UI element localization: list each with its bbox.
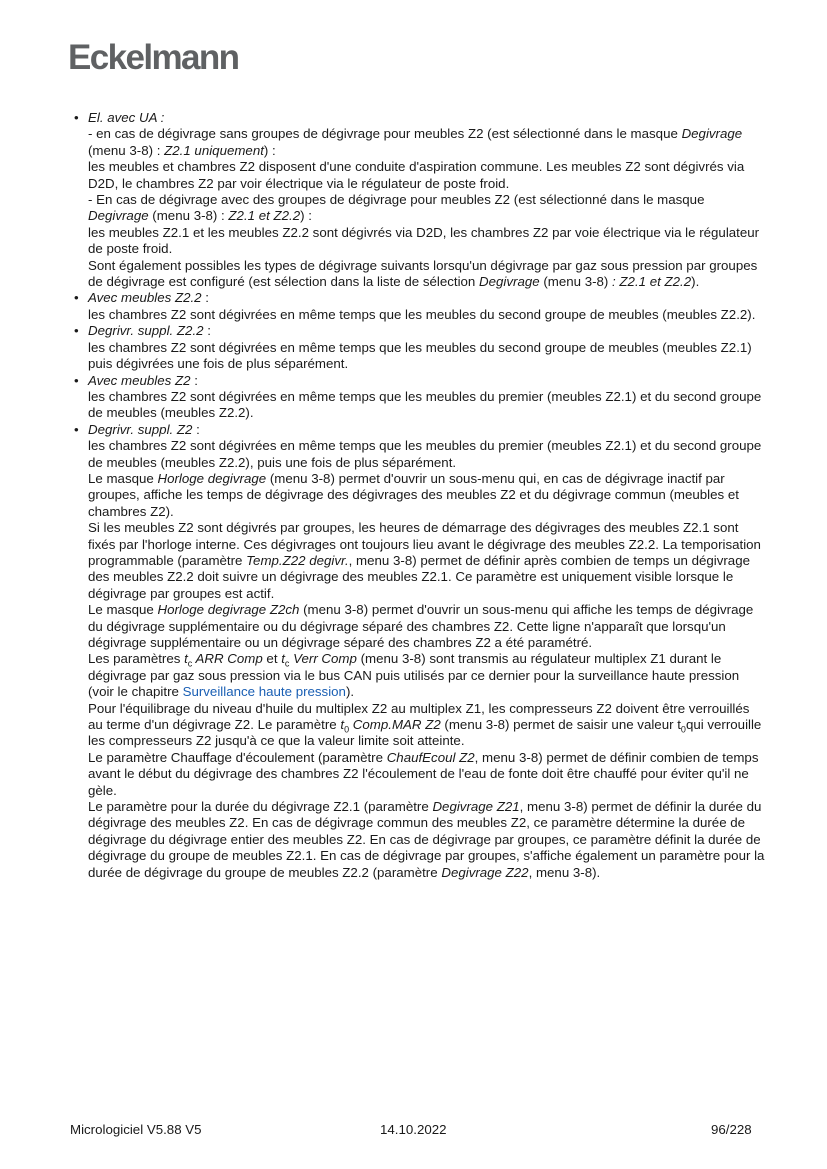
paragraph (88, 602, 766, 651)
footer-page-number: 96/228 (711, 1122, 752, 1137)
paragraph (88, 422, 766, 438)
text: Le masque (88, 470, 158, 486)
paragraph (88, 471, 766, 520)
italic-term: Degivrage (88, 208, 149, 224)
text: (menu 3-8) permet d'ouvrir un sous-menu qui affiche les temps de dégivrage du dégivrage supplémentaire ou du dégivrage séparé des chambres Z2. Cette ligne n'apparaît que lorsqu'un dégivrage supplémentaire ou un dégivrage séparé des chambres Z2 a été paramétré. (88, 602, 754, 650)
paragraph (88, 520, 766, 602)
text: ) : (300, 208, 312, 224)
paragraph (88, 389, 766, 422)
paragraph (88, 651, 766, 700)
text: - en cas de dégivrage sans groupes de dégivrage pour meubles Z2 (est sélectionné dans le masque (88, 126, 682, 142)
bullet-icon: • (74, 372, 79, 388)
italic-term: Degivrage Z21 (432, 799, 520, 815)
bullet-item (66, 323, 766, 372)
text: et (262, 651, 282, 667)
document-body (66, 110, 766, 881)
text: Le paramètre Chauffage d'écoulement (paramètre (88, 749, 387, 765)
text: (menu 3-8) (539, 274, 613, 290)
text: : (203, 323, 211, 339)
paragraph (88, 701, 766, 750)
text: : (192, 421, 200, 437)
text: les chambres Z2 sont dégivrées en même temps que les meubles du second groupe de meubles (meubles Z2.1) puis dégivrées une fois de plus séparément. (88, 339, 752, 372)
italic-term: Z2.1 et Z2.2 (228, 208, 301, 224)
paragraph (88, 750, 766, 799)
text: , menu 3-8). (528, 864, 601, 880)
paragraph (88, 373, 766, 389)
text: Sont également possibles les types de dégivrage suivants lorsqu'un dégivrage par gaz sous pression par groupes de dégivrage est configuré (est sélection dans la liste de sélection (88, 257, 758, 290)
subscript: 0 (680, 724, 686, 735)
italic-term: ARR Comp (192, 651, 263, 667)
paragraph (88, 290, 766, 306)
text: les chambres Z2 sont dégivrées en même temps que les meubles du premier (meubles Z2.1) et du second groupe de meubles (meubles Z2.2). (88, 388, 762, 421)
text: - En cas de dégivrage avec des groupes de dégivrage pour meubles Z2 (est sélectionné dans le masque (88, 192, 705, 208)
bullet-icon: • (74, 290, 79, 306)
text: (menu 3-8) permet de saisir une valeur t (440, 717, 681, 733)
italic-term: Degrivr. suppl. Z2 (88, 421, 193, 437)
italic-term: Avec meubles Z2.2 (88, 290, 202, 306)
text: Le paramètre pour la durée du dégivrage Z2.1 (paramètre (88, 799, 433, 815)
paragraph (88, 159, 766, 192)
subscript: c (284, 659, 290, 670)
paragraph (88, 438, 766, 471)
text: ). (345, 684, 355, 700)
italic-term: Z2.1 uniquement (164, 142, 264, 158)
italic-term: t (340, 717, 345, 733)
paragraph (88, 799, 766, 881)
italic-term: ChaufEcoul Z2 (386, 749, 475, 765)
italic-term: Degrivr. suppl. Z2.2 (88, 323, 204, 339)
chapter-link[interactable]: Surveillance haute pression (182, 684, 346, 700)
italic-term: Avec meubles Z2 (88, 372, 191, 388)
bullet-icon: • (74, 421, 79, 437)
bullet-icon: • (74, 110, 79, 125)
text: Pour l'équilibrage du niveau d'huile du multiplex Z2 au multiplex Z1, les compresseurs Z2 doivent être verrouillés au terme d'un dégivrage Z2. Le paramètre (88, 700, 750, 733)
text: les chambres Z2 sont dégivrées en même temps que les meubles du premier (meubles Z2.1) et du second groupe de meubles (meubles Z2.2), puis une fois de plus séparément. (88, 438, 762, 470)
text: ) : (263, 142, 276, 158)
text: les meubles Z2.1 et les meubles Z2.2 sont dégivrés via D2D, les chambres Z2 par voie électrique via le régulateur de poste froid. (88, 224, 760, 257)
italic-term: Degivrage (479, 274, 540, 290)
text: ). (691, 274, 700, 290)
text: , menu 3-8) permet de définir la durée du dégivrage des meubles Z2. En cas de dégivrage commun des meubles Z2, ce paramètre détermine la durée de dégivrage du dégivrage entier des meubles Z2. En cas de dégivrage par groupes, ce paramètre définit la durée de dégivrage du groupe de meubles Z2.1. En cas de dégivrage par groupes, s'affiche également un paramètre pour la durée de dégivrage du groupe de meubles Z2.2 (paramètre (88, 799, 765, 880)
text: Les paramètres (88, 651, 185, 667)
italic-term: t (184, 651, 188, 667)
italic-term: Degivrage Z22 (441, 864, 529, 880)
paragraph (88, 110, 766, 126)
text: qui verrouille les compresseurs Z2 jusqu'à ce que la valeur limite soit atteinte. (88, 717, 762, 749)
paragraph (88, 323, 766, 339)
text: , menu 3-8) permet de définir après combien de temps un dégivrage des meubles Z2.2 doit suivre un dégivrage des meubles Z2.1. Ce paramètre est uniquement visible lorsque le dégivrage par groupes est actif. (88, 552, 750, 601)
italic-term: Comp.MAR Z2 (349, 717, 441, 733)
paragraph (88, 225, 766, 258)
bullet-item (66, 422, 766, 881)
italic-term: Verr Comp (289, 651, 357, 667)
eckelmann-logo: Eckelmann (68, 38, 239, 77)
text: : (201, 290, 209, 306)
text: , menu 3-8) permet de définir combien de temps avant le début du dégivrage des chambres Z2 l'écoulement de l'eau de fonte doit être chauffé pour éviter qu'il ne gèle. (88, 749, 759, 798)
paragraph (88, 126, 766, 159)
italic-term: Horloge degivrage Z2ch (157, 602, 300, 618)
text: (menu 3-8) : (88, 142, 165, 158)
paragraph (88, 340, 766, 373)
text: : (190, 372, 198, 388)
paragraph (88, 192, 766, 225)
paragraph (88, 307, 766, 323)
paragraph (88, 258, 766, 291)
bullet-icon: • (74, 323, 79, 339)
italic-term: Horloge degivrage (157, 470, 267, 486)
text: (menu 3-8) : (148, 208, 229, 224)
italic-term: t (281, 651, 285, 667)
subscript: 0 (344, 724, 350, 735)
footer-product: Micrologiciel V5.88 V5 (70, 1122, 202, 1137)
italic-term: El. avec UA : (88, 110, 165, 125)
text: (menu 3-8) permet d'ouvrir un sous-menu qui, en cas de dégivrage inactif par groupes, affiche les temps de dégivrage des dégivrages des meubles Z2 et du dégivrage commun (meubles et chambres Z2). (88, 470, 739, 519)
footer-date: 14.10.2022 (380, 1122, 447, 1137)
text: les meubles et chambres Z2 disposent d'une conduite d'aspiration commune. Les meubles Z2 sont dégivrés via D2D, le chambres Z2 par voir électrique via le régulateur de poste froid. (88, 159, 745, 191)
subscript: c (187, 659, 193, 670)
italic-term: : Z2.1 et Z2.2 (612, 274, 692, 290)
text: Le masque (88, 602, 158, 618)
text: Si les meubles Z2 sont dégivrés par groupes, les heures de démarrage des dégivrages des meubles Z2.1 sont fixés par l'horloge interne. Ces dégivrages ont toujours lieu avant le dégivrage des meubles Z2.2. La temporisation programmable (paramètre (88, 520, 761, 568)
bullet-item (66, 110, 766, 290)
text: (menu 3-8) sont transmis au régulateur multiplex Z1 durant le dégivrage par gaz sous pression via le bus CAN puis utilisés par ce dernier pour la surveillance haute pression (voir le chapitre (88, 651, 740, 700)
text: les chambres Z2 sont dégivrées en même temps que les meubles du second groupe de meubles (meubles Z2.2). (88, 306, 756, 322)
italic-term: Temp.Z22 degivr. (246, 552, 349, 568)
bullet-item (66, 373, 766, 422)
italic-term: Degivrage (681, 126, 743, 142)
bullet-item (66, 290, 766, 323)
